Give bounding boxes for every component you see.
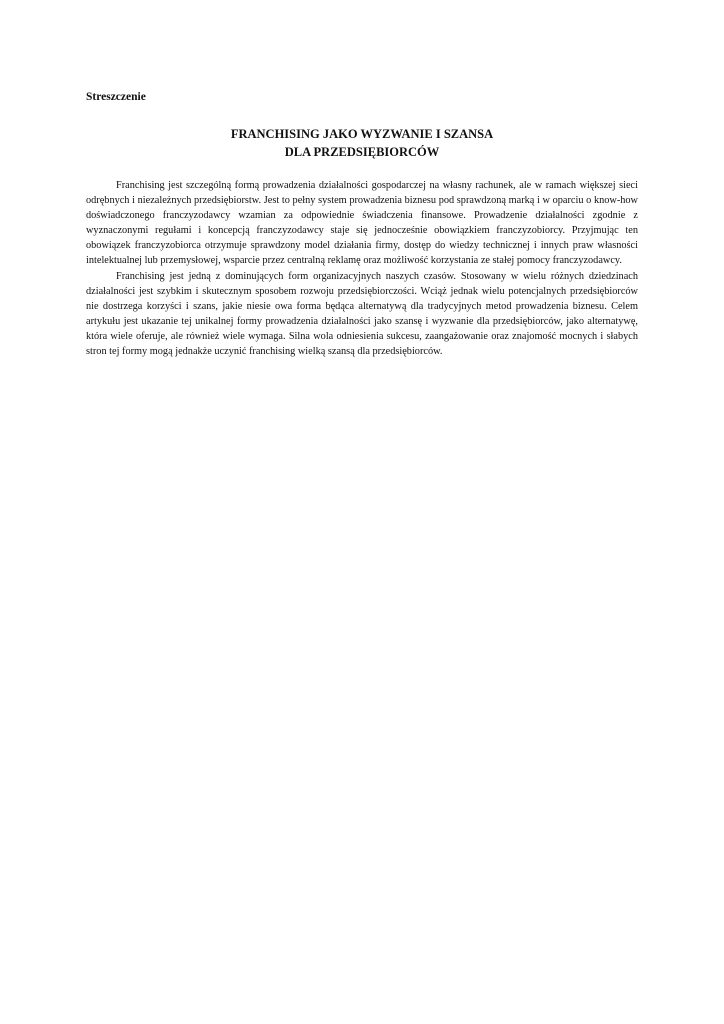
title-line-2: DLA PRZEDSIĘBIORCÓW (284, 145, 440, 159)
abstract-paragraph-1: Franchising jest szczególną formą prowadzenia działalności gospodarczej na własny rachunek, ale w ramach większej sieci odrębnych i niezależnych przedsiębiorstw. Jest to pełny system prowadzenia biznesu pod sprawdzoną marką i w oparciu o know-how doświadczonego franczyzodawcy wzamian za odpowiednie świadczenia finansowe. Prowadzenie działalności zgodnie z wyznaczonymi regułami i koncepcją franczyzodawcy staje się jednocześnie obowiązkiem franczyzobiorcy. Przyjmując ten obowiązek franczyzobiorca otrzymuje sprawdzony model działania firmy, dostęp do wiedzy technicznej i innych praw własności intelektualnej lub przemysłowej, wsparcie przez centralną reklamę oraz możliwość korzystania ze stałej pomocy franczyzodawcy. (86, 180, 638, 267)
title-line-1: FRANCHISING JAKO WYZWANIE I SZANSA (230, 127, 494, 141)
section-label: Streszczenie (86, 91, 146, 103)
page-content (86, 90, 638, 359)
document-title (86, 125, 638, 161)
abstract-paragraph-2: Franchising jest jedną z dominujących form organizacyjnych naszych czasów. Stosowany w wielu różnych dziedzinach działalności jest szybkim i skutecznym sposobem rozwoju przedsiębiorczości. Wciąż jednak wielu potencjalnych przedsiębiorców nie dostrzega korzyści i szans, jakie niesie owa forma będąca alternatywą dla tradycyjnych metod prowadzenia biznesu. Celem artykułu jest ukazanie tej unikalnej formy prowadzenia działalności jako szansę i wyzwanie dla przedsiębiorców, jako alternatywę, która wiele oferuje, ale również wiele wymaga. Silna wola odniesienia sukcesu, zaangażowanie oraz znajomość mocnych i słabych stron tej formy mogą jednakże uczynić franchising wielką szansą dla przedsiębiorców. (86, 270, 638, 358)
